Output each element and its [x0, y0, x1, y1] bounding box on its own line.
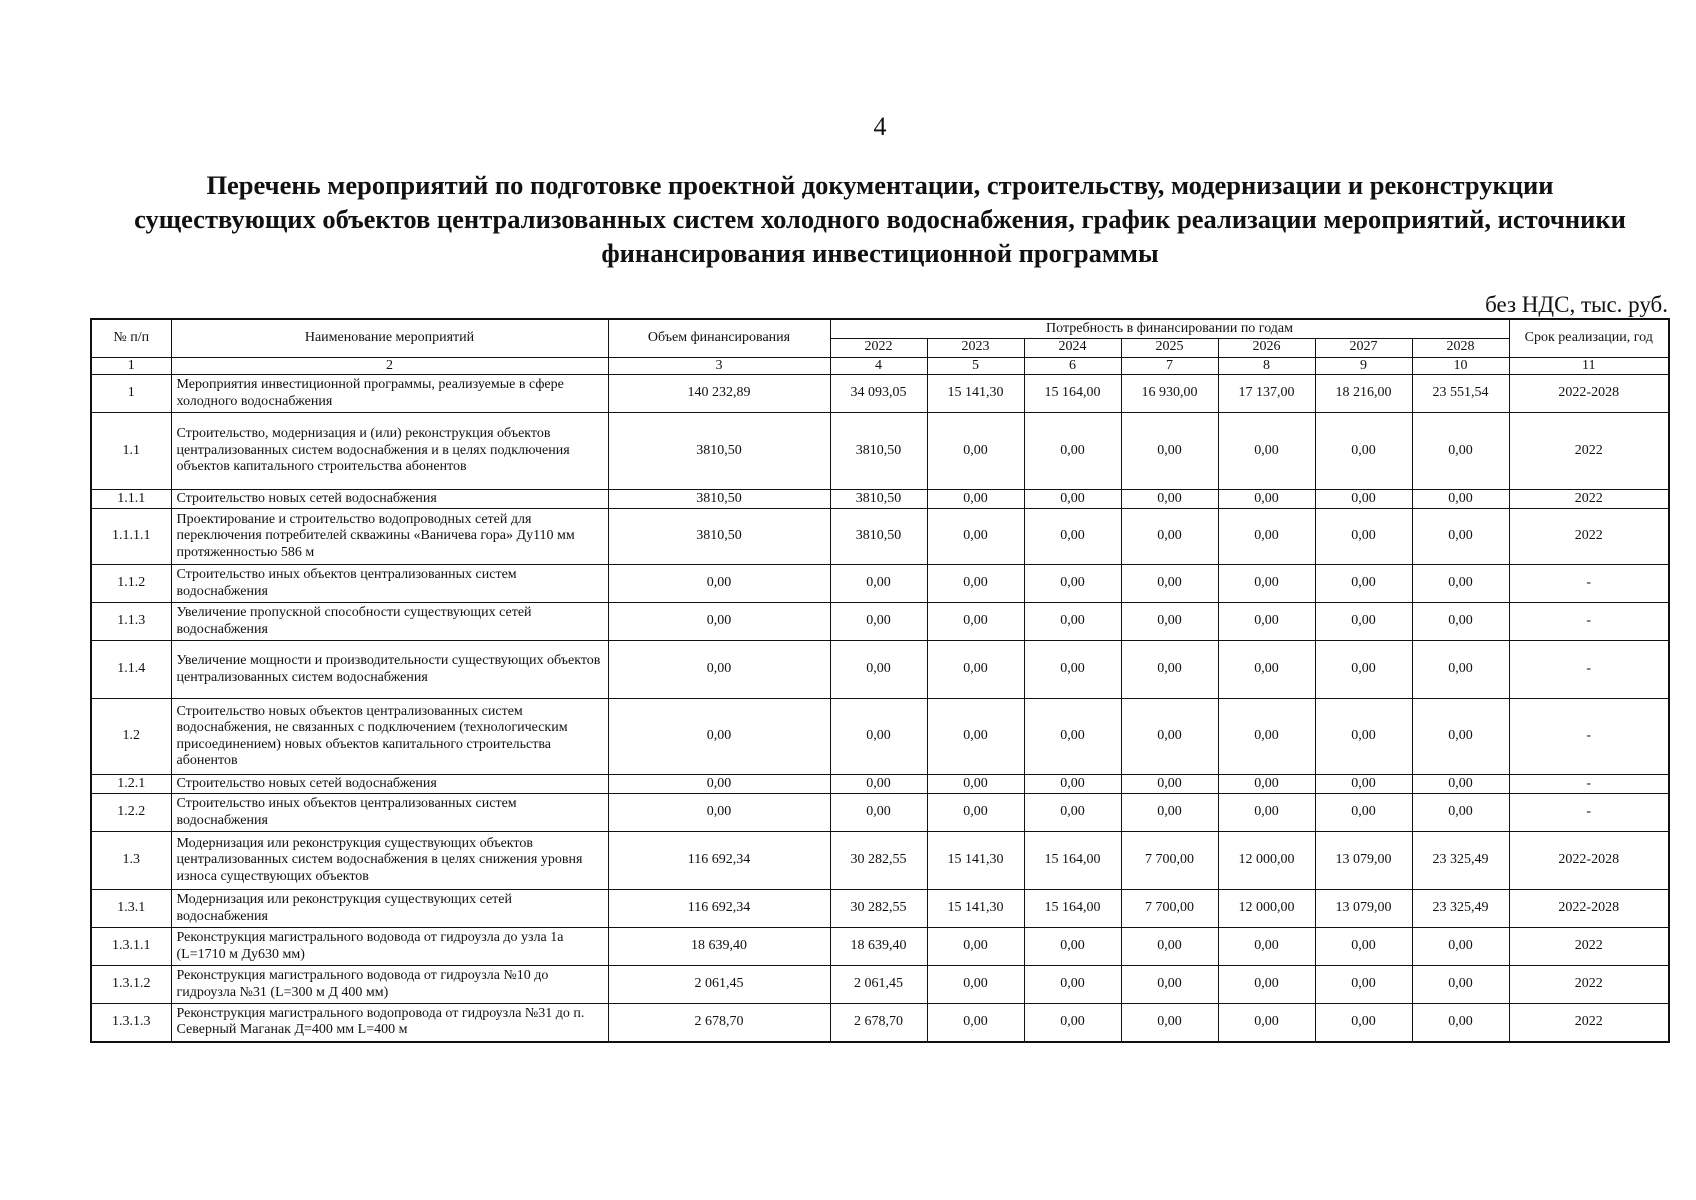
- row-year-value: 0,00: [1218, 775, 1315, 794]
- row-number: 1.2: [91, 699, 171, 775]
- row-year-value: 0,00: [927, 794, 1024, 832]
- row-year-value: 0,00: [1024, 966, 1121, 1004]
- row-year-value: 0,00: [1412, 928, 1509, 966]
- row-name: Модернизация или реконструкция существующих объектов централизованных систем водоснабжения в целях снижения уровня износа существующих объектов: [171, 832, 608, 890]
- row-year-value: 0,00: [1218, 490, 1315, 509]
- row-year-value: 12 000,00: [1218, 832, 1315, 890]
- row-term: 2022: [1509, 413, 1669, 490]
- row-year-value: 23 325,49: [1412, 832, 1509, 890]
- row-year-value: 0,00: [1315, 565, 1412, 603]
- row-number: 1.1.3: [91, 603, 171, 641]
- row-year-value: 17 137,00: [1218, 375, 1315, 413]
- row-number: 1.1.1: [91, 490, 171, 509]
- row-year-value: 2 678,70: [830, 1004, 927, 1042]
- row-volume: 116 692,34: [608, 890, 830, 928]
- row-year-value: 15 141,30: [927, 832, 1024, 890]
- row-term: 2022-2028: [1509, 890, 1669, 928]
- row-term: 2022-2028: [1509, 832, 1669, 890]
- row-volume: 0,00: [608, 603, 830, 641]
- row-year-value: 0,00: [1121, 490, 1218, 509]
- row-year-value: 0,00: [1121, 699, 1218, 775]
- row-number: 1.1.1.1: [91, 509, 171, 565]
- row-year-value: 0,00: [1315, 928, 1412, 966]
- row-year-value: 0,00: [1412, 699, 1509, 775]
- table-row: [91, 794, 1669, 832]
- row-term: 2022: [1509, 509, 1669, 565]
- row-year-value: 0,00: [1412, 490, 1509, 509]
- row-number: 1.2.2: [91, 794, 171, 832]
- row-year-value: 30 282,55: [830, 832, 927, 890]
- row-year-value: 0,00: [927, 565, 1024, 603]
- column-number: 6: [1024, 357, 1121, 375]
- row-volume: 3810,50: [608, 509, 830, 565]
- row-year-value: 18 639,40: [830, 928, 927, 966]
- row-number: 1.2.1: [91, 775, 171, 794]
- row-year-value: 15 164,00: [1024, 375, 1121, 413]
- row-year-value: 0,00: [1412, 966, 1509, 1004]
- row-year-value: 0,00: [1412, 565, 1509, 603]
- row-term: 2022-2028: [1509, 375, 1669, 413]
- header-num: № п/п: [91, 319, 171, 357]
- row-name: Строительство новых сетей водоснабжения: [171, 775, 608, 794]
- row-year-value: 0,00: [927, 413, 1024, 490]
- row-year-value: 0,00: [1024, 794, 1121, 832]
- row-year-value: 0,00: [1218, 1004, 1315, 1042]
- row-term: 2022: [1509, 966, 1669, 1004]
- header-year: 2024: [1024, 338, 1121, 357]
- column-number: 2: [171, 357, 608, 375]
- row-year-value: 0,00: [830, 699, 927, 775]
- row-year-value: 15 141,30: [927, 375, 1024, 413]
- row-year-value: 0,00: [927, 641, 1024, 699]
- column-number: 7: [1121, 357, 1218, 375]
- row-name: Увеличение мощности и производительности существующих объектов централизованных систем водоснабжения: [171, 641, 608, 699]
- column-number: 5: [927, 357, 1024, 375]
- row-year-value: 0,00: [927, 699, 1024, 775]
- header-year: 2022: [830, 338, 927, 357]
- column-number: 4: [830, 357, 927, 375]
- row-year-value: 16 930,00: [1121, 375, 1218, 413]
- table-row: [91, 603, 1669, 641]
- row-number: 1: [91, 375, 171, 413]
- row-year-value: 30 282,55: [830, 890, 927, 928]
- row-year-value: 0,00: [1315, 603, 1412, 641]
- row-year-value: 23 325,49: [1412, 890, 1509, 928]
- row-year-value: 0,00: [927, 1004, 1024, 1042]
- row-name: Строительство иных объектов централизованных систем водоснабжения: [171, 794, 608, 832]
- header-year: 2023: [927, 338, 1024, 357]
- row-year-value: 0,00: [1315, 413, 1412, 490]
- row-year-value: 0,00: [1315, 490, 1412, 509]
- row-year-value: 0,00: [1024, 928, 1121, 966]
- investment-measures-table: [90, 318, 1670, 1043]
- column-number: 10: [1412, 357, 1509, 375]
- row-year-value: 0,00: [1218, 966, 1315, 1004]
- row-volume: 2 061,45: [608, 966, 830, 1004]
- row-year-value: 15 164,00: [1024, 890, 1121, 928]
- table-row: [91, 832, 1669, 890]
- row-name: Строительство, модернизация и (или) реконструкция объектов централизованных систем водоснабжения и в целях подключения объектов капитального строительства абонентов: [171, 413, 608, 490]
- row-volume: 0,00: [608, 794, 830, 832]
- row-year-value: 0,00: [927, 490, 1024, 509]
- row-number: 1.3.1.1: [91, 928, 171, 966]
- row-volume: 3810,50: [608, 490, 830, 509]
- document-title: Перечень мероприятий по подготовке проектной документации, строительству, модернизации и реконструкции существующих объектов централизованных систем холодного водоснабжения, график реализации мероприятий, источники финансирования инвестиционной программы: [134, 170, 1626, 268]
- column-number: 3: [608, 357, 830, 375]
- row-year-value: 0,00: [1315, 509, 1412, 565]
- row-year-value: 15 141,30: [927, 890, 1024, 928]
- row-term: 2022: [1509, 928, 1669, 966]
- row-year-value: 0,00: [1121, 1004, 1218, 1042]
- row-year-value: 13 079,00: [1315, 832, 1412, 890]
- row-year-value: 0,00: [1218, 794, 1315, 832]
- row-year-value: 34 093,05: [830, 375, 927, 413]
- row-year-value: 0,00: [1121, 565, 1218, 603]
- row-year-value: 0,00: [1218, 928, 1315, 966]
- row-term: 2022: [1509, 1004, 1669, 1042]
- table-row: [91, 509, 1669, 565]
- header-year: 2025: [1121, 338, 1218, 357]
- row-term: -: [1509, 565, 1669, 603]
- row-year-value: 13 079,00: [1315, 890, 1412, 928]
- row-year-value: 0,00: [1121, 775, 1218, 794]
- row-year-value: 7 700,00: [1121, 890, 1218, 928]
- row-name: Проектирование и строительство водопроводных сетей для переключения потребителей скважины «Ваничева гора» Ду110 мм протяженностью 586 м: [171, 509, 608, 565]
- row-year-value: 0,00: [1024, 603, 1121, 641]
- row-year-value: 15 164,00: [1024, 832, 1121, 890]
- row-year-value: 0,00: [927, 509, 1024, 565]
- row-term: -: [1509, 775, 1669, 794]
- row-number: 1.1: [91, 413, 171, 490]
- header-term: Срок реализации, год: [1509, 319, 1669, 357]
- row-year-value: 3810,50: [830, 413, 927, 490]
- row-volume: 18 639,40: [608, 928, 830, 966]
- row-year-value: 0,00: [1218, 565, 1315, 603]
- row-year-value: 0,00: [927, 603, 1024, 641]
- row-volume: 116 692,34: [608, 832, 830, 890]
- row-year-value: 0,00: [1412, 641, 1509, 699]
- row-name: Строительство иных объектов централизованных систем водоснабжения: [171, 565, 608, 603]
- row-name: Строительство новых объектов централизованных систем водоснабжения, не связанных с подключением (технологическим присоединением) новых объектов капитального строительства абонентов: [171, 699, 608, 775]
- table-row: [91, 699, 1669, 775]
- row-year-value: 3810,50: [830, 490, 927, 509]
- row-term: -: [1509, 794, 1669, 832]
- row-year-value: 0,00: [1315, 966, 1412, 1004]
- row-year-value: 7 700,00: [1121, 832, 1218, 890]
- row-name: Строительство новых сетей водоснабжения: [171, 490, 608, 509]
- row-year-value: 0,00: [1121, 928, 1218, 966]
- row-year-value: 0,00: [1218, 603, 1315, 641]
- table-row: [91, 641, 1669, 699]
- table-row: [91, 890, 1669, 928]
- row-year-value: 0,00: [830, 641, 927, 699]
- header-year: 2028: [1412, 338, 1509, 357]
- row-volume: 3810,50: [608, 413, 830, 490]
- row-year-value: 2 061,45: [830, 966, 927, 1004]
- column-number: 1: [91, 357, 171, 375]
- row-term: 2022: [1509, 490, 1669, 509]
- row-volume: 0,00: [608, 775, 830, 794]
- row-year-value: 0,00: [1121, 509, 1218, 565]
- row-year-value: 0,00: [830, 775, 927, 794]
- row-number: 1.1.2: [91, 565, 171, 603]
- table-row: [91, 1004, 1669, 1042]
- row-year-value: 0,00: [1412, 603, 1509, 641]
- row-name: Реконструкция магистрального водовода от гидроузла до узла 1а (L=1710 м Ду630 мм): [171, 928, 608, 966]
- row-year-value: 0,00: [927, 928, 1024, 966]
- row-year-value: 0,00: [1218, 509, 1315, 565]
- row-year-value: 0,00: [1121, 641, 1218, 699]
- row-year-value: 0,00: [1121, 966, 1218, 1004]
- table-row: [91, 375, 1669, 413]
- row-volume: 140 232,89: [608, 375, 830, 413]
- table-row: [91, 565, 1669, 603]
- column-number: 9: [1315, 357, 1412, 375]
- row-year-value: 0,00: [1024, 490, 1121, 509]
- page-number: 4: [873, 112, 887, 141]
- row-term: -: [1509, 699, 1669, 775]
- column-number: 8: [1218, 357, 1315, 375]
- row-number: 1.3.1: [91, 890, 171, 928]
- header-need-by-years: Потребность в финансировании по годам: [830, 319, 1509, 338]
- row-year-value: 0,00: [1024, 565, 1121, 603]
- row-number: 1.3.1.3: [91, 1004, 171, 1042]
- row-year-value: 0,00: [1412, 794, 1509, 832]
- row-year-value: 0,00: [830, 794, 927, 832]
- header-name: Наименование мероприятий: [171, 319, 608, 357]
- row-name: Реконструкция магистрального водовода от гидроузла №10 до гидроузла №31 (L=300 м Д 400 мм): [171, 966, 608, 1004]
- column-number: 11: [1509, 357, 1669, 375]
- table-row: [91, 413, 1669, 490]
- row-volume: 2 678,70: [608, 1004, 830, 1042]
- row-name: Реконструкция магистрального водопровода от гидроузла №31 до п. Северный Маганак Д=400 мм L=400 м: [171, 1004, 608, 1042]
- row-year-value: 0,00: [1024, 775, 1121, 794]
- row-year-value: 0,00: [830, 603, 927, 641]
- table-row: [91, 775, 1669, 794]
- row-number: 1.3: [91, 832, 171, 890]
- units-note: без НДС, тыс. руб.: [1485, 292, 1668, 317]
- table-row: [91, 928, 1669, 966]
- row-year-value: 0,00: [1024, 1004, 1121, 1042]
- row-year-value: 0,00: [1412, 413, 1509, 490]
- row-year-value: 0,00: [1315, 775, 1412, 794]
- row-name: Мероприятия инвестиционной программы, реализуемые в сфере холодного водоснабжения: [171, 375, 608, 413]
- row-year-value: 0,00: [927, 775, 1024, 794]
- row-year-value: 0,00: [927, 966, 1024, 1004]
- row-year-value: 0,00: [1315, 1004, 1412, 1042]
- row-term: -: [1509, 641, 1669, 699]
- row-year-value: 0,00: [1315, 794, 1412, 832]
- row-year-value: 0,00: [1024, 413, 1121, 490]
- row-year-value: 0,00: [1412, 775, 1509, 794]
- header-year: 2027: [1315, 338, 1412, 357]
- row-term: -: [1509, 603, 1669, 641]
- row-number: 1.1.4: [91, 641, 171, 699]
- row-year-value: 0,00: [1024, 509, 1121, 565]
- row-name: Модернизация или реконструкция существующих сетей водоснабжения: [171, 890, 608, 928]
- row-number: 1.3.1.2: [91, 966, 171, 1004]
- row-year-value: 0,00: [1024, 641, 1121, 699]
- row-year-value: 0,00: [830, 565, 927, 603]
- row-volume: 0,00: [608, 699, 830, 775]
- row-year-value: 3810,50: [830, 509, 927, 565]
- row-year-value: 23 551,54: [1412, 375, 1509, 413]
- row-name: Увеличение пропускной способности существующих сетей водоснабжения: [171, 603, 608, 641]
- row-volume: 0,00: [608, 565, 830, 603]
- row-year-value: 0,00: [1121, 603, 1218, 641]
- row-year-value: 0,00: [1315, 699, 1412, 775]
- row-year-value: 0,00: [1121, 413, 1218, 490]
- row-year-value: 18 216,00: [1315, 375, 1412, 413]
- row-year-value: 0,00: [1412, 509, 1509, 565]
- table-row: [91, 490, 1669, 509]
- row-year-value: 0,00: [1218, 641, 1315, 699]
- row-year-value: 0,00: [1024, 699, 1121, 775]
- header-year: 2026: [1218, 338, 1315, 357]
- row-volume: 0,00: [608, 641, 830, 699]
- row-year-value: 0,00: [1412, 1004, 1509, 1042]
- row-year-value: 12 000,00: [1218, 890, 1315, 928]
- row-year-value: 0,00: [1121, 794, 1218, 832]
- table-row: [91, 966, 1669, 1004]
- row-year-value: 0,00: [1218, 413, 1315, 490]
- row-year-value: 0,00: [1218, 699, 1315, 775]
- row-year-value: 0,00: [1315, 641, 1412, 699]
- header-volume: Объем финансирования: [608, 319, 830, 357]
